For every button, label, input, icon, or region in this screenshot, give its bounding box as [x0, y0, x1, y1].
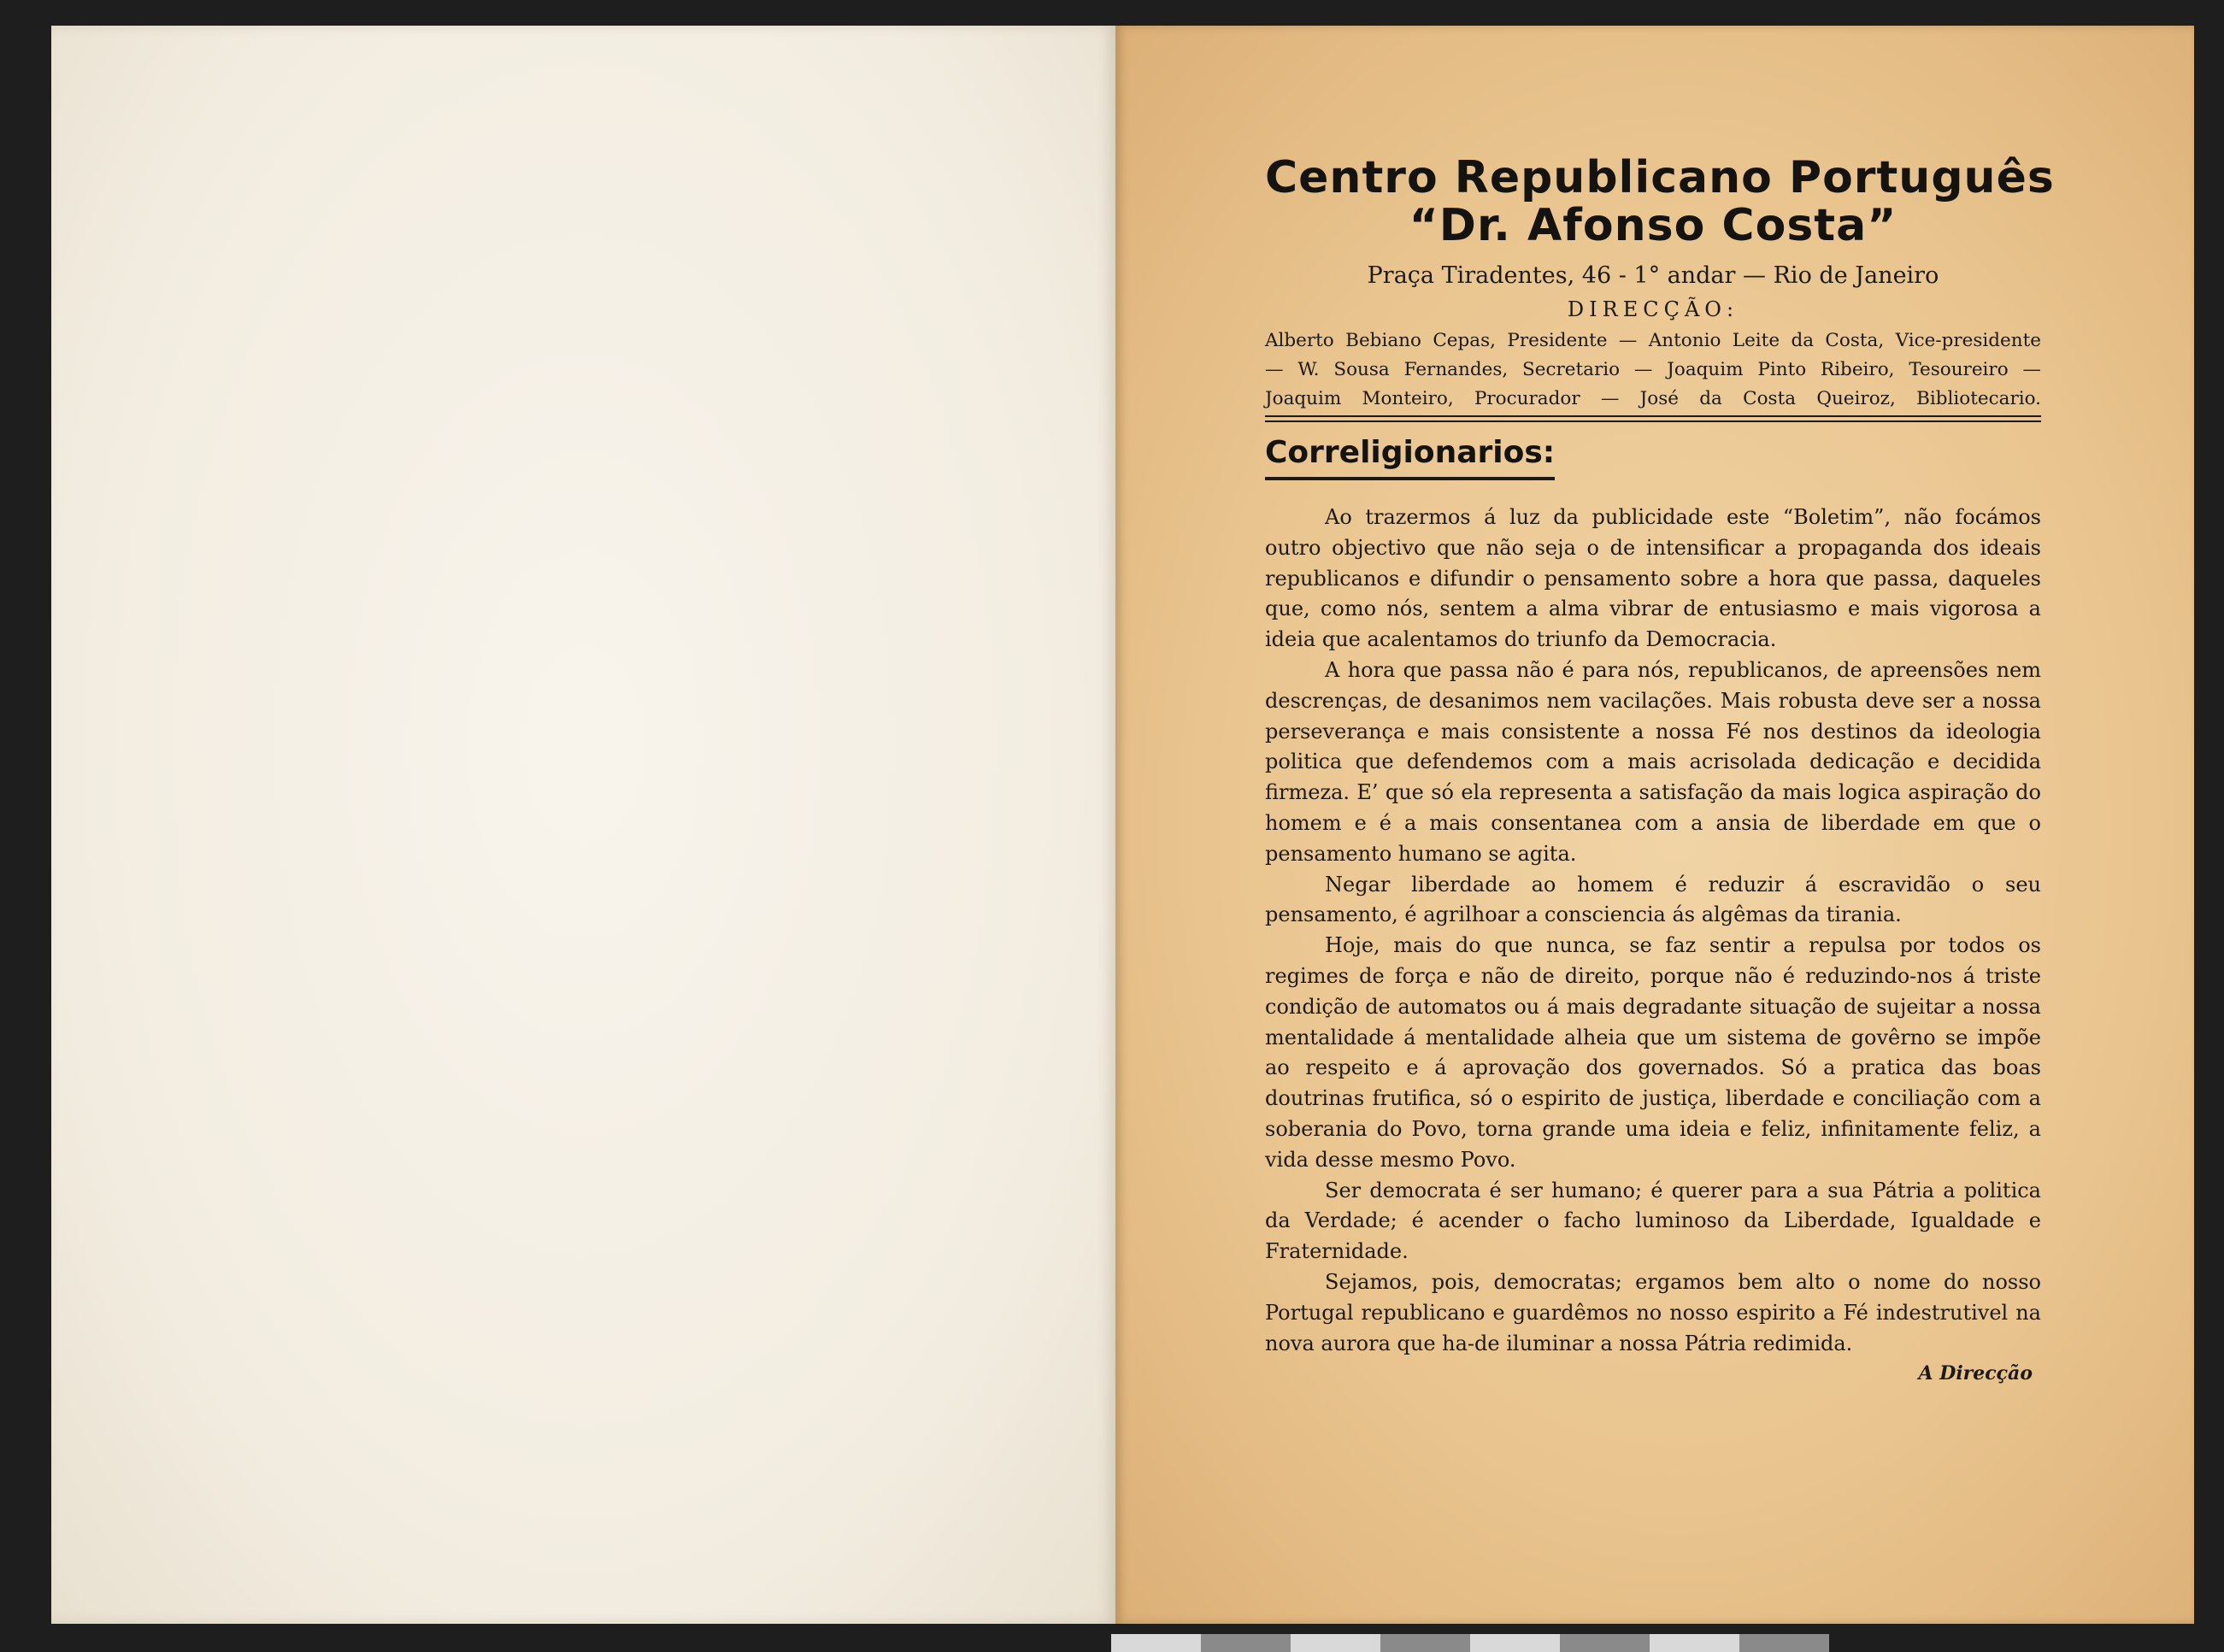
paragraph: Negar liberdade ao homem é reduzir á escravidão o seu pensamento, é agrilhoar a consciencia ás algêmas da tirania.	[1265, 872, 2041, 927]
scale-segment	[1111, 1634, 1201, 1652]
color-scale-bar	[1111, 1634, 1829, 1652]
scale-segment	[1291, 1634, 1380, 1652]
article-body	[1265, 503, 2041, 1359]
organization-title: Centro Republicano Português	[1265, 152, 2055, 203]
scale-segment	[1201, 1634, 1291, 1652]
blank-left-page	[51, 26, 1115, 1624]
scale-segment	[1739, 1634, 1829, 1652]
board-line: — W. Sousa Fernandes, Secretario — Joaquim Pinto Ribeiro, Tesoureiro —	[1265, 359, 2041, 380]
paragraph: Ao trazermos á luz da publicidade este “Boletim”, não focámos outro objectivo que não seja o de intensificar a propaganda dos ideais republicanos e difundir o pensamento sobre a hora que passa, daqueles que, como nós, sentem a alma vibrar de entusiasmo e mais vigorosa a ideia que acalentamos do triunfo da Democracia.	[1265, 505, 2041, 652]
board-line: Joaquim Monteiro, Procurador — José da Costa Queiroz, Bibliotecario.	[1265, 388, 2041, 409]
board-members	[1265, 326, 2041, 414]
header-divider	[1265, 415, 2041, 422]
signature: A Direcção	[1918, 1362, 2033, 1385]
direction-label: DIRECÇÃO:	[1567, 297, 1739, 321]
organization-subtitle: “Dr. Afonso Costa”	[1409, 200, 1897, 251]
paragraph: Sejamos, pois, democratas; ergamos bem alto o nome do nosso Portugal republicano e guardêmos no nosso espirito a Fé indestrutivel na nova aurora que ha-de iluminar a nossa Pátria redimida.	[1265, 1269, 2041, 1355]
board-line: Alberto Bebiano Cepas, Presidente — Antonio Leite da Costa, Vice-presidente	[1265, 330, 2041, 351]
paragraph: A hora que passa não é para nós, republicanos, de apreensões nem descrenças, de desanimos nem vacilações. Mais robusta deve ser a nossa perseverança e mais consistente a nossa Fé nos destinos da ideologia politica que defendemos com a mais acrisolada dedicação e decidida firmeza. E’ que só ela representa a satisfação da mais logica aspiração do homem e é a mais consentanea com a ansia de liberdade em que o pensamento humano se agita.	[1265, 657, 2041, 866]
paragraph: Ser democrata é ser humano; é querer para a sua Pátria a politica da Verdade; é acender o facho luminoso da Liberdade, Igualdade e Fraternidade.	[1265, 1178, 2041, 1264]
paragraph: Hoje, mais do que nunca, se faz sentir a repulsa por todos os regimes de força e não de direito, porque não é reduzindo-nos á triste condição de automatos ou á mais degradante situação de sujeitar a nossa mentalidade á mentalidade alheia que um sistema de govêrno se impõe ao respeito e á aprovação dos governados. Só a pratica das boas doutrinas frutifica, só o espirito de justiça, liberdade e conciliação com a soberania do Povo, torna grande uma ideia e feliz, infinitamente feliz, a vida desse mesmo Povo.	[1265, 933, 2041, 1172]
scale-segment	[1380, 1634, 1470, 1652]
scale-segment	[1650, 1634, 1739, 1652]
scale-segment	[1470, 1634, 1560, 1652]
bulletin-content	[1265, 152, 2055, 1386]
address: Praça Tiradentes, 46 - 1° andar — Rio de Janeiro	[1367, 262, 1939, 289]
section-heading: Correligionarios:	[1265, 434, 1555, 480]
scale-segment	[1560, 1634, 1650, 1652]
